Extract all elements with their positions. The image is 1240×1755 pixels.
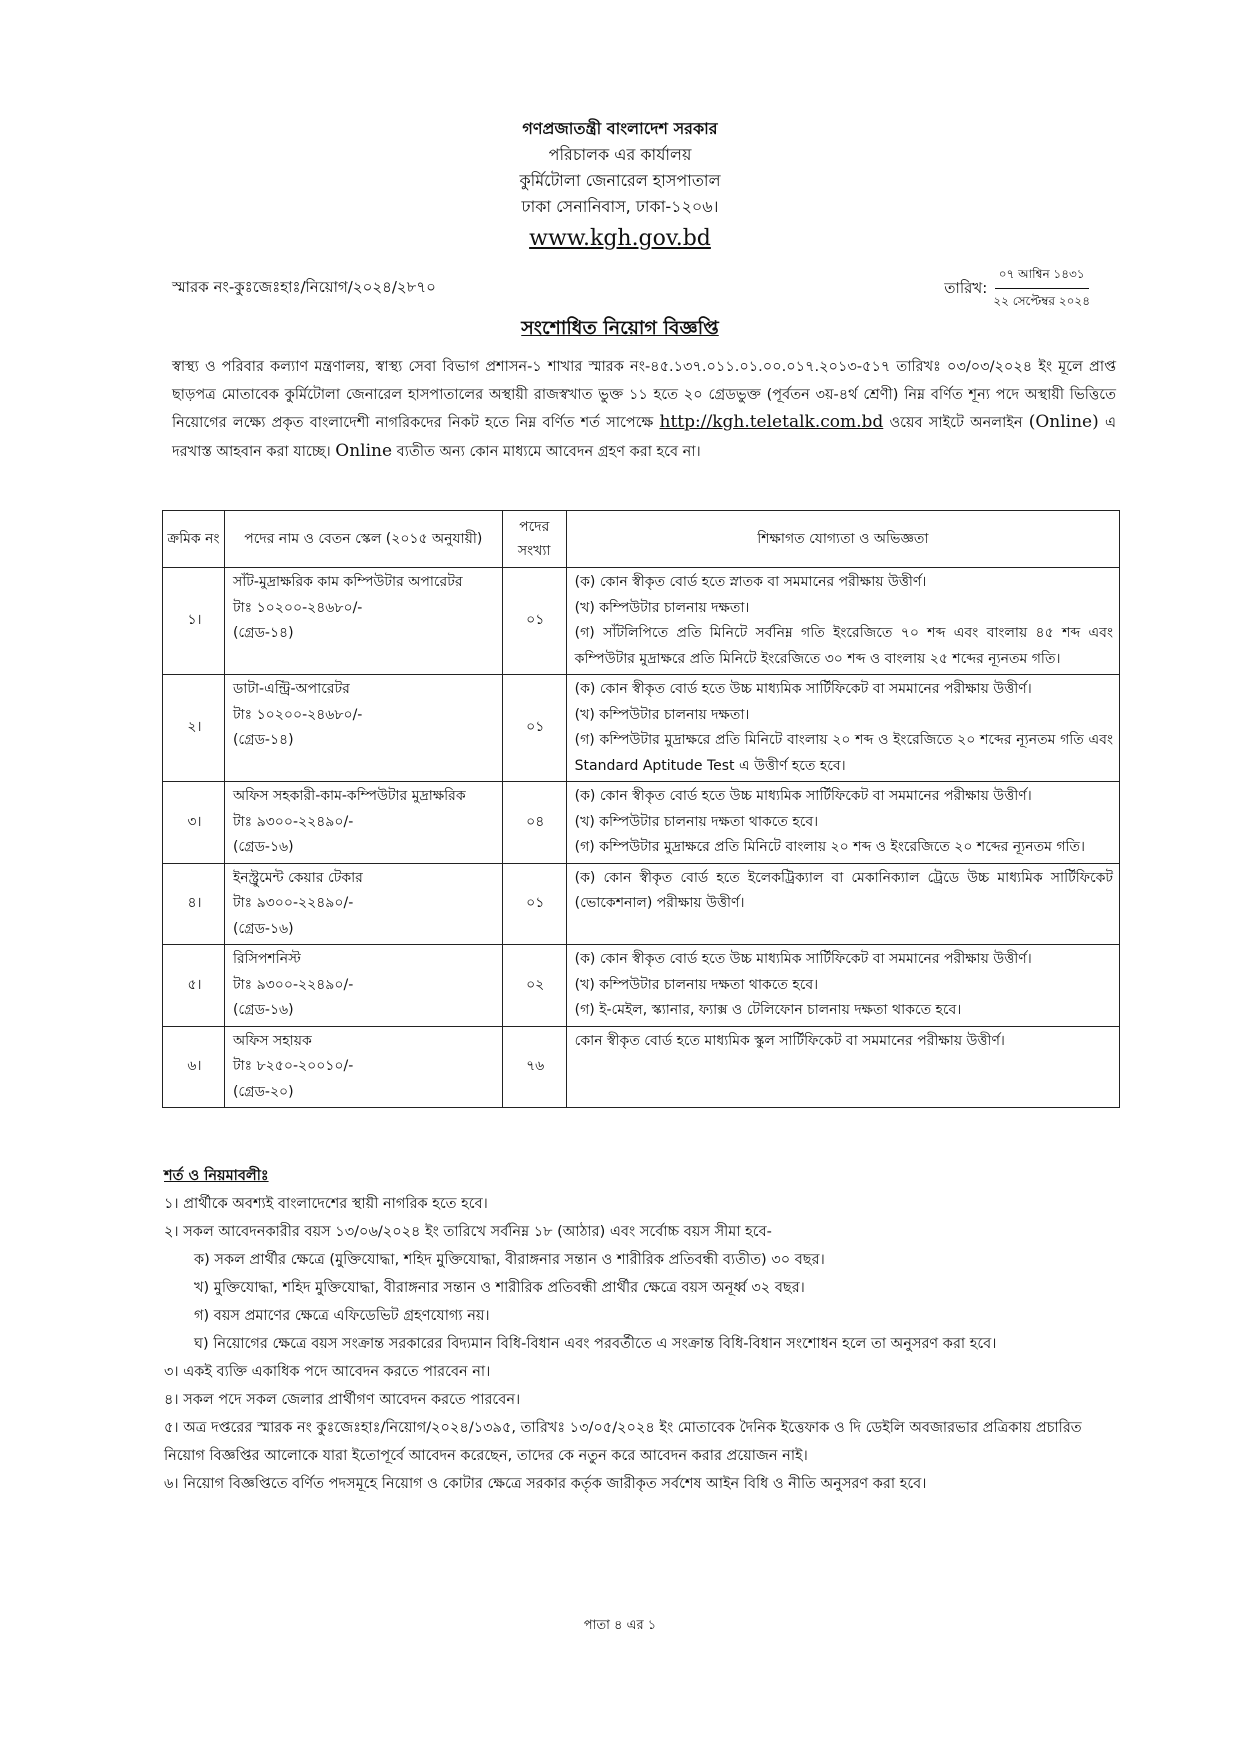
grade: (গ্রেড-২০)	[232, 1083, 294, 1100]
row-post	[224, 568, 502, 675]
grade: (গ্রেড-১৬)	[232, 920, 294, 937]
row-serial: ৬।	[163, 1026, 225, 1108]
pay-scale: টাঃ ৯৩০০-২২৪৯০/-	[232, 813, 354, 830]
term-item: ২। সকল আবেদনকারীর বয়স ১৩/০৬/২০২৪ ইং তারিখে সর্বনিম্ন ১৮ (আঠার) এবং সর্বোচ্চ বয়স সীমা হবে-	[164, 1224, 772, 1240]
table-row	[163, 675, 1120, 782]
online-term-2: Online	[335, 440, 393, 461]
memo-number: স্মারক নং-কুঃজেঃহাঃ/নিয়োগ/২০২৪/২৮৭০	[172, 278, 436, 296]
table-row	[163, 945, 1120, 1027]
post-name: ডাটা-এন্ট্রি-অপারেটর	[232, 681, 350, 697]
row-serial: ৪।	[163, 863, 225, 945]
row-qualification	[566, 945, 1119, 1027]
qualification-item: (খ) কম্পিউটার চালনায় দক্ষতা।	[574, 706, 750, 723]
row-count: ০২	[502, 945, 566, 1027]
qualification-item: (খ) কম্পিউটার চালনায় দক্ষতা থাকতে হবে।	[574, 976, 819, 993]
pay-scale: টাঃ ১০২০০-২৪৬৮০/-	[232, 706, 363, 723]
qualification-item: (ক) কোন স্বীকৃত বোর্ড হতে উচ্চ মাধ্যমিক সার্টিফিকেট বা সমমানের পরীক্ষায় উত্তীর্ণ।	[574, 681, 1032, 697]
vacancy-table	[162, 510, 1120, 1108]
intro-paragraph	[172, 354, 1116, 466]
row-count: ০৪	[502, 782, 566, 864]
header-post: পদের নাম ও বেতন স্কেল (২০১৫ অনুযায়ী)	[224, 511, 502, 568]
terms-heading: শর্ত ও নিয়মাবলীঃ	[164, 1168, 269, 1184]
grade: (গ্রেড-১৬)	[232, 1002, 294, 1018]
row-qualification	[566, 1026, 1119, 1108]
pay-scale: টাঃ ৮২৫০-২০০১০/-	[232, 1058, 354, 1074]
row-qualification	[566, 675, 1119, 782]
pay-scale: টাঃ ৯৩০০-২২৪৯০/-	[232, 895, 354, 911]
term-subitem: খ) মুক্তিযোদ্ধা, শহিদ মুক্তিযোদ্ধা, বীরাঙ্গনার সন্তান ও শারীরিক প্রতিবন্ধী প্রার্থীর ক্ষেত্রে বয়স অনূর্ধ্ব ৩২ বছর।	[194, 1280, 805, 1296]
intro-text-3: এ দরখাস্ত আহবান করা যাচ্ছে।	[172, 415, 1116, 460]
intro-text-1: স্বাস্থ্য ও পরিবার কল্যাণ মন্ত্রণালয়, স্বাস্থ্য সেবা বিভাগ প্রশাসন-১ শাখার স্মারক নং-৪৫.১৩৭.০১১.০১.০০.০১৭.২০১৩-৫১৭ তারিখঃ ০৩/০৩/২০২৪ ইং মূলে প্রাপ্ত ছাড়পত্র মোতাবেক কুর্মিটোলা জেনারেল হাসপাতালের অস্থায়ী রাজস্বখাত ভুক্ত ১১ হতে ২০ গ্রেডভুক্ত (পূর্বতন ৩য়-৪র্থ শ্রেণী) নিম্ন বর্ণিত শূন্য পদে অস্থায়ী ভিত্তিতে নিয়োগের লক্ষ্যে প্রকৃত বাংলাদেশী নাগরিকদের নিকট হতে নিম্ন বর্ণিত শর্ত সাপেক্ষে	[172, 359, 1116, 431]
qualification-item: (খ) কম্পিউটার চালনায় দক্ষতা থাকতে হবে।	[574, 813, 819, 830]
row-post	[224, 675, 502, 782]
row-serial: ৫।	[163, 945, 225, 1027]
row-serial: ১।	[163, 568, 225, 675]
qualification-item: (খ) কম্পিউটার চালনায় দক্ষতা।	[574, 599, 750, 616]
pay-scale: টাঃ ১০২০০-২৪৬৮০/-	[232, 599, 363, 616]
bengali-date: ০৭ আশ্বিন ১৪৩১	[995, 266, 1089, 289]
online-term: (Online)	[1028, 412, 1099, 432]
row-count: ০১	[502, 863, 566, 945]
date-label: তারিখ:	[944, 279, 988, 297]
table-row	[163, 863, 1120, 945]
post-name: রিসিপশনিস্ট	[232, 951, 301, 967]
website-link[interactable]: www.kgh.gov.bd	[529, 226, 711, 251]
date-stack	[993, 266, 1090, 313]
table-row	[163, 782, 1120, 864]
header-qualification: শিক্ষাগত যোগ্যতা ও অভিজ্ঞতা	[566, 511, 1119, 568]
row-post	[224, 945, 502, 1027]
application-url-link[interactable]: http://kgh.teletalk.com.bd	[659, 412, 884, 432]
row-count: ০১	[502, 568, 566, 675]
post-name: ইনস্ট্রুমেন্ট কেয়ার টেকার	[232, 869, 363, 886]
row-qualification	[566, 863, 1119, 945]
row-qualification	[566, 568, 1119, 675]
table-header-row	[163, 511, 1120, 568]
post-name: সাঁট-মুদ্রাক্ষরিক কাম কম্পিউটার অপারেটর	[232, 574, 463, 590]
post-name: অফিস সহকারী-কাম-কম্পিউটার মুদ্রাক্ষরিক	[232, 788, 466, 804]
row-count: ৭৬	[502, 1026, 566, 1108]
qualification-item: (গ) ই-মেইল, স্ক্যানার, ফ্যাক্স ও টেলিফোন চালনায় দক্ষতা থাকতে হবে।	[574, 1002, 962, 1018]
row-post	[224, 782, 502, 864]
term-item: ৩। একই ব্যক্তি একাধিক পদে আবেদন করতে পারবেন না।	[164, 1364, 491, 1380]
intro-text-2: ওয়েব সাইটে অনলাইন	[883, 415, 1029, 431]
row-post	[224, 1026, 502, 1108]
row-post	[224, 863, 502, 945]
table-row	[163, 568, 1120, 675]
qualification-item: (গ) কম্পিউটার মুদ্রাক্ষরে প্রতি মিনিটে বাংলায় ২০ শব্দ ও ইংরেজিতে ২০ শব্দের ন্যূনতম গতি।	[574, 839, 1086, 855]
government-name: গণপ্রজাতন্ত্রী বাংলাদেশ সরকার	[522, 119, 718, 138]
term-subitem: গ) বয়স প্রমাণের ক্ষেত্রে এফিডেভিট গ্রহণযোগ্য নয়।	[194, 1308, 490, 1324]
qualification-item: (ক) কোন স্বীকৃত বোর্ড হতে স্নাতক বা সমমানের পরীক্ষায় উত্তীর্ণ।	[574, 574, 927, 590]
row-count: ০১	[502, 675, 566, 782]
page-number: পাতা ৪ এর ১	[583, 1618, 657, 1633]
term-item: ৪। সকল পদে সকল জেলার প্রার্থীগণ আবেদন করতে পারবেন।	[164, 1392, 521, 1408]
row-serial: ৩।	[163, 782, 225, 864]
office-name: পরিচালক এর কার্যালয়	[548, 145, 692, 164]
qualification-item: (ক) কোন স্বীকৃত বোর্ড হতে উচ্চ মাধ্যমিক সার্টিফিকেট বা সমমানের পরীক্ষায় উত্তীর্ণ।	[574, 951, 1032, 967]
row-qualification	[566, 782, 1119, 864]
hospital-name: কুর্মিটোলা জেনারেল হাসপাতাল	[519, 171, 721, 190]
term-subitem: ক) সকল প্রার্থীর ক্ষেত্রে (মুক্তিযোদ্ধা, শহিদ মুক্তিযোদ্ধা, বীরাঙ্গনার সন্তান ও শারীরিক প্রতিবন্ধী ব্যতীত) ৩০ বছর।	[194, 1252, 825, 1268]
grade: (গ্রেড-১৪)	[232, 625, 294, 641]
table-row	[163, 1026, 1120, 1108]
term-item: ৬। নিয়োগ বিজ্ঞপ্তিতে বর্ণিত পদসমূহে নিয়োগ ও কোটার ক্ষেত্রে সরকার কর্তৃক জারীকৃত সর্বশেষ আইন বিধি ও নীতি অনুসরণ করা হবে।	[164, 1476, 927, 1492]
intro-text-4: ব্যতীত অন্য কোন মাধ্যমে আবেদন গ্রহণ করা হবে না।	[392, 443, 701, 460]
qualification-item: কোন স্বীকৃত বোর্ড হতে মাধ্যমিক স্কুল সার্টিফিকেট বা সমমানের পরীক্ষায় উত্তীর্ণ।	[574, 1032, 1005, 1049]
term-item: ১। প্রার্থীকে অবশ্যই বাংলাদেশের স্থায়ী নাগরিক হতে হবে।	[164, 1196, 488, 1212]
pay-scale: টাঃ ৯৩০০-২২৪৯০/-	[232, 976, 354, 993]
notice-title: সংশোধিত নিয়োগ বিজ্ঞপ্তি	[521, 317, 719, 339]
date-block	[944, 266, 1090, 313]
qualification-item: (ক) কোন স্বীকৃত বোর্ড হতে উচ্চ মাধ্যমিক সার্টিফিকেট বা সমমানের পরীক্ষায় উত্তীর্ণ।	[574, 788, 1032, 804]
terms-section	[164, 1162, 1124, 1498]
qualification-item: (ক) কোন স্বীকৃত বোর্ড হতে ইলেকট্রিক্যাল বা মেকানিক্যাল ট্রেডে উচ্চ মাধ্যমিক সার্টিফিকেট (ভোকেশনাল) পরীক্ষায় উত্তীর্ণ।	[574, 869, 1113, 911]
hospital-address: ঢাকা সেনানিবাস, ঢাকা-১২০৬।	[521, 197, 719, 216]
gregorian-date: ২২ সেপ্টেম্বর ২০২৪	[993, 294, 1090, 308]
term-item: ৫। অত্র দপ্তরের স্মারক নং কুঃজেঃহাঃ/নিয়োগ/২০২৪/১৩৯৫, তারিখঃ ১৩/০৫/২০২৪ ইং মোতাবেক দৈনিক ইত্তেফাক ও দি ডেইলি অবজারভার প্রত্রিকায় প্রচারিত নিয়োগ বিজ্ঞপ্তির আলোকে যারা ইতোপূর্বে আবেদন করেছেন, তাদের কে নতুন করে আবেদন করার প্রয়োজন নাই।	[164, 1420, 1082, 1464]
qualification-item: (গ) সাঁটলিপিতে প্রতি মিনিটে সর্বনিম্ন গতি ইংরেজিতে ৭০ শব্দ এবং বাংলায় ৪৫ শব্দ এবং কম্পিউটার মুদ্রাক্ষরে প্রতি মিনিটে ইংরেজিতে ৩০ শব্দ ও বাংলায় ২৫ শব্দের ন্যূনতম গতি।	[574, 625, 1113, 667]
header-serial: ক্রমিক নং	[163, 511, 225, 568]
grade: (গ্রেড-১৪)	[232, 732, 294, 748]
header-count: পদের সংখ্যা	[502, 511, 566, 568]
grade: (গ্রেড-১৬)	[232, 839, 294, 855]
post-name: অফিস সহায়ক	[232, 1032, 312, 1049]
qualification-item: (গ) কম্পিউটার মুদ্রাক্ষরে প্রতি মিনিটে বাংলায় ২০ শব্দ ও ইংরেজিতে ২০ শব্দের ন্যূনতম গতি এবং Standard Aptitude Test এ উত্তীর্ণ হতে হবে।	[574, 732, 1113, 774]
letterhead	[0, 116, 1240, 256]
row-serial: ২।	[163, 675, 225, 782]
term-subitem: ঘ) নিয়োগের ক্ষেত্রে বয়স সংক্রান্ত সরকারের বিদ্যমান বিধি-বিধান এবং পরবর্তীতে এ সংক্রান্ত বিধি-বিধান সংশোধন হলে তা অনুসরণ করা হবে।	[194, 1336, 997, 1352]
